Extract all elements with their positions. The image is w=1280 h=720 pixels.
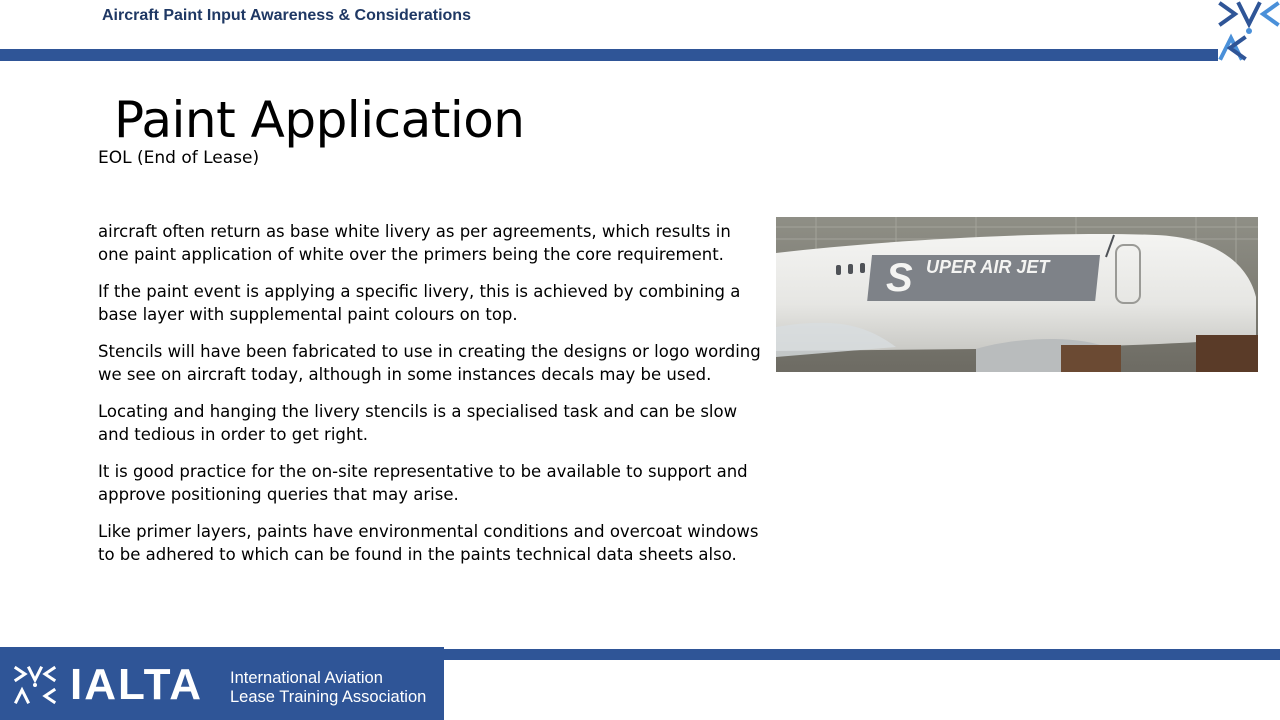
ialta-name-line1: International Aviation [230, 669, 383, 687]
top-accent-bar [0, 49, 1218, 61]
aircraft-photo [776, 217, 1258, 372]
ialta-mark-icon [1218, 0, 1280, 62]
paragraph: Like primer layers, paints have environmental conditions and overcoat windows to be adhered to which can be found in the paints technical data sheets also. [98, 522, 759, 564]
ialta-mark-icon [14, 665, 56, 705]
presentation-title: Aircraft Paint Input Awareness & Considerations [102, 7, 471, 24]
ialta-name-line2: Lease Training Association [230, 688, 427, 706]
livery-text: UPER AIR JET [926, 257, 1050, 277]
ialta-wordmark: IALTA [70, 660, 203, 709]
svg-text:S: S [886, 256, 913, 300]
ialta-full-name [230, 669, 444, 707]
paragraph: It is good practice for the on-site representative to be available to support and approve positioning queries that may arise. [98, 462, 748, 504]
paragraph: aircraft often return as base white livery as per agreements, which results in one paint application of white over the primers being the core requirement. [98, 222, 731, 264]
ialta-logo [0, 647, 444, 720]
body-text [98, 220, 766, 580]
paragraph: Stencils will have been fabricated to use in creating the designs or logo wording we see on aircraft today, although in some instances decals may be used. [98, 342, 761, 384]
slide-subtitle: EOL (End of Lease) [98, 148, 260, 168]
slide-title: Paint Application [114, 91, 525, 149]
paragraph: Locating and hanging the livery stencils is a specialised task and can be slow and tedious in order to get right. [98, 402, 738, 444]
paragraph: If the paint event is applying a specific livery, this is achieved by combining a base layer with supplemental paint colours on top. [98, 282, 741, 324]
bottom-accent-bar [444, 649, 1280, 660]
